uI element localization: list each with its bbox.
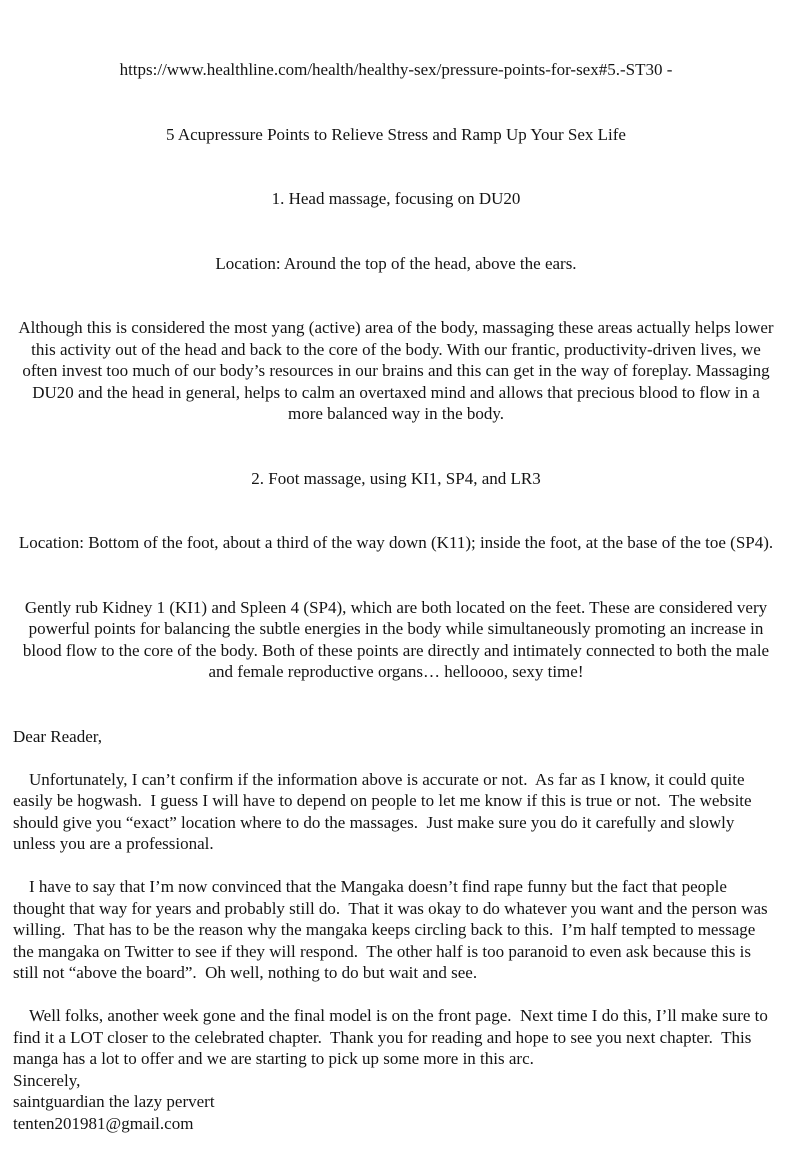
- quoted-article-block: [13, 16, 779, 726]
- letter-block: [13, 726, 779, 1135]
- letter-closing: Sincerely,: [13, 1070, 81, 1090]
- section-2-location: Location: Bottom of the foot, about a third of the way down (K11); inside the foot, at the base of the toe (SP4).: [18, 533, 774, 552]
- letter-salutation: Dear Reader,: [13, 726, 102, 746]
- section-1-location: Location: Around the top of the head, above the ears.: [215, 253, 577, 273]
- signature-email: tenten201981@gmail.com: [13, 1113, 194, 1133]
- section-2-heading: 2. Foot massage, using KI1, SP4, and LR3: [251, 468, 541, 488]
- letter-paragraph-1: Unfortunately, I can’t confirm if the information above is accurate or not. As far as I know, it could quite easily be hogwash. I guess I will have to depend on people to let me know if this is true or not. The website should give you “exact” location where to do the massages. Just make sure you do it carefully and slowly unless you are a professional.: [13, 769, 756, 853]
- article-url: https://www.healthline.com/health/healthy-sex/pressure-points-for-sex#5.-ST30 -: [119, 60, 673, 79]
- section-1-body: Although this is considered the most yang (active) area of the body, massaging these areas actually helps lower this activity out of the head and back to the core of the body. With our frantic, productivity-driven lives, we often invest too much of our body’s resources in our brains and this can get in the way of foreplay. Massaging DU20 and the head in general, helps to calm an overtaxed mind and allows that precious blood to flow in a more balanced way in the body.: [18, 318, 778, 423]
- section-1-heading: 1. Head massage, focusing on DU20: [271, 189, 521, 208]
- letter-paragraph-3: Well folks, another week gone and the final model is on the front page. Next time I do this, I’ll make sure to find it a LOT closer to the celebrated chapter. Thank you for reading and hope to see you next chapter. This manga has a lot to offer and we are starting to pick up some more in this arc.: [13, 1006, 773, 1068]
- signature-name: saintguardian the lazy pervert: [13, 1092, 215, 1111]
- letter-paragraph-2: I have to say that I’m now convinced that the Mangaka doesn’t find rape funny but the fact that people thought that way for years and probably still do. That it was okay to do whatever you want and the person was willing. That has to be the reason why the mangaka keeps circling back to this. I’m half tempted to message the mangaka on Twitter to see if they will respond. The other half is too paranoid to even ask because this is still not “above the board”. Oh well, nothing to do but wait and see.: [13, 877, 772, 982]
- article-title: 5 Acupressure Points to Relieve Stress and Ramp Up Your Sex Life: [166, 124, 626, 144]
- section-2-body: Gently rub Kidney 1 (KI1) and Spleen 4 (SP4), which are both located on the feet. These are considered very powerful points for balancing the subtle energies in the body while simultaneously promoting an increase in blood flow to the core of the body. Both of these points are directly and intimately connected to both the male and female reproductive organs… helloooo, sexy time!: [22, 597, 774, 681]
